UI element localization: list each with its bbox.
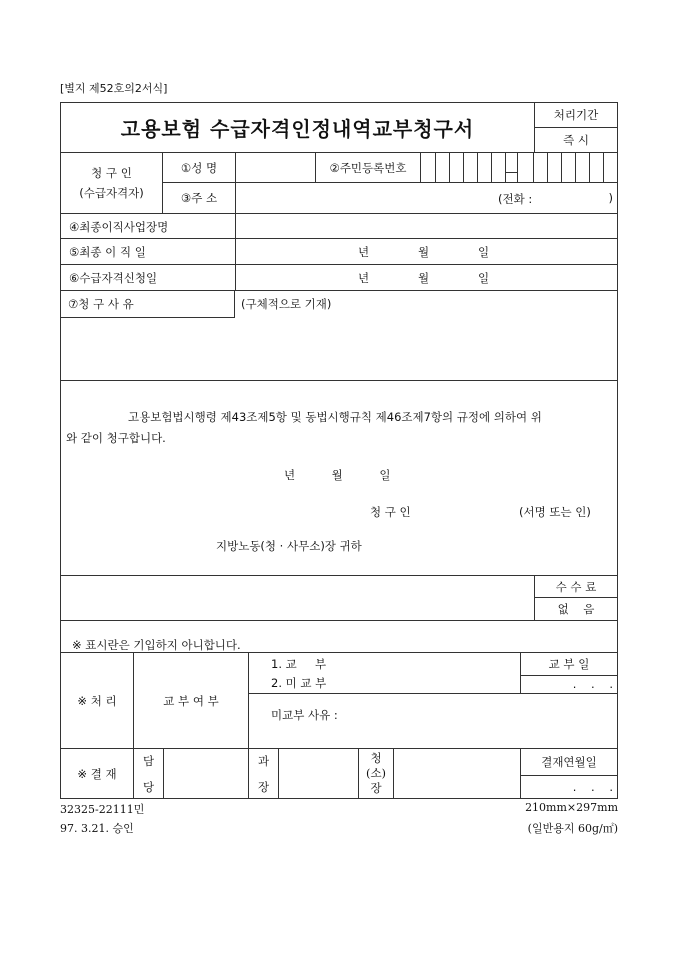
staff-sign-box[interactable] <box>163 748 249 799</box>
last-leave-date-label: ⑤최종 이 직 일 <box>60 238 236 265</box>
phone-close: ) <box>608 191 613 205</box>
issue-date-label: 교 부 일 <box>520 652 618 676</box>
issue-status-label: 교 부 여 부 <box>133 652 249 749</box>
processing-period-label: 처리기간 <box>534 102 618 128</box>
fee-value: 없 음 <box>534 597 618 621</box>
office-head-sign-box[interactable] <box>393 748 521 799</box>
option-issue: 1. 교 부 <box>271 657 327 671</box>
fee-blank <box>60 575 535 621</box>
declaration-date: 년 월 일 <box>284 468 391 482</box>
approval-date-field[interactable] <box>520 775 618 799</box>
claimant-label-cell <box>60 152 163 214</box>
approval-date-dots: . . . <box>572 780 613 794</box>
fee-label: 수 수 료 <box>534 575 618 598</box>
declaration-text-1: 고용보험법시행령 제43조제5항 및 동법시행규칙 제46조제7항의 규정에 의하여 위 <box>128 410 542 424</box>
section-chief-label: 과 장 <box>248 748 279 799</box>
form-title: 고용보험 수급자격인정내역교부청구서 <box>120 117 475 141</box>
processing-period-value: 즉 시 <box>534 127 618 153</box>
signer-label: 청 구 인 <box>370 505 411 519</box>
no-issue-reason-label: 미교부 사유 : <box>271 708 338 722</box>
approval-label: ※ 결 재 <box>60 748 134 799</box>
approval-date: 97. 3.21. 승인 <box>60 822 134 835</box>
note-text: ※ 표시란은 기입하지 아니합니다. <box>72 638 241 652</box>
paper-size: 210mm×297mm <box>525 801 618 814</box>
application-date-input[interactable] <box>235 264 618 291</box>
day-label: 일 <box>478 245 490 259</box>
last-leave-date-input[interactable] <box>235 238 618 265</box>
month-label: 월 <box>418 245 430 259</box>
office-head-label: 청 (소) 장 <box>358 748 394 799</box>
section-chief-sign-box[interactable] <box>278 748 359 799</box>
reason-label: ⑦청 구 사 유 <box>60 290 235 318</box>
name-input[interactable] <box>235 152 316 183</box>
last-workplace-input[interactable] <box>235 213 618 239</box>
application-date-label: ⑥수급자격신청일 <box>60 264 236 291</box>
year-label: 년 <box>358 245 370 259</box>
month-label: 월 <box>418 271 430 285</box>
last-workplace-label: ④최종이직사업장명 <box>60 213 236 239</box>
year-label: 년 <box>358 271 370 285</box>
paper-type: (일반용지 60g/㎡) <box>527 822 618 835</box>
name-label: ①성 명 <box>162 152 236 183</box>
declaration-text-2: 와 같이 청구합니다. <box>66 431 166 445</box>
approval-date-label: 결재연월일 <box>520 748 618 776</box>
processing-label: ※ 처 리 <box>60 652 134 749</box>
rrn-label: ②주민등록번호 <box>315 152 421 183</box>
reason-hint: (구체적으로 기재) <box>241 297 332 311</box>
addressee: 지방노동(청 · 사무소)장 귀하 <box>216 539 362 553</box>
issue-date-dots: . . . <box>572 677 613 691</box>
form-code: 32325-22111민 <box>60 803 145 816</box>
form-reference: [별지 제52호의2서식] <box>60 82 168 95</box>
no-issue-reason-field[interactable] <box>248 693 618 749</box>
signature-label: (서명 또는 인) <box>519 505 591 519</box>
address-input[interactable] <box>235 182 618 214</box>
issue-date-field[interactable] <box>520 675 618 694</box>
option-no-issue: 2. 미 교 부 <box>271 676 327 690</box>
claimant-sub: (수급자격자) <box>79 186 144 200</box>
issue-options[interactable] <box>248 652 521 694</box>
address-label: ③주 소 <box>162 182 236 214</box>
claimant-label: 청 구 인 <box>91 166 132 180</box>
day-label: 일 <box>478 271 490 285</box>
phone-label: (전화 : <box>498 192 533 206</box>
title-cell <box>60 102 535 153</box>
staff-label: 담 당 <box>133 748 164 799</box>
